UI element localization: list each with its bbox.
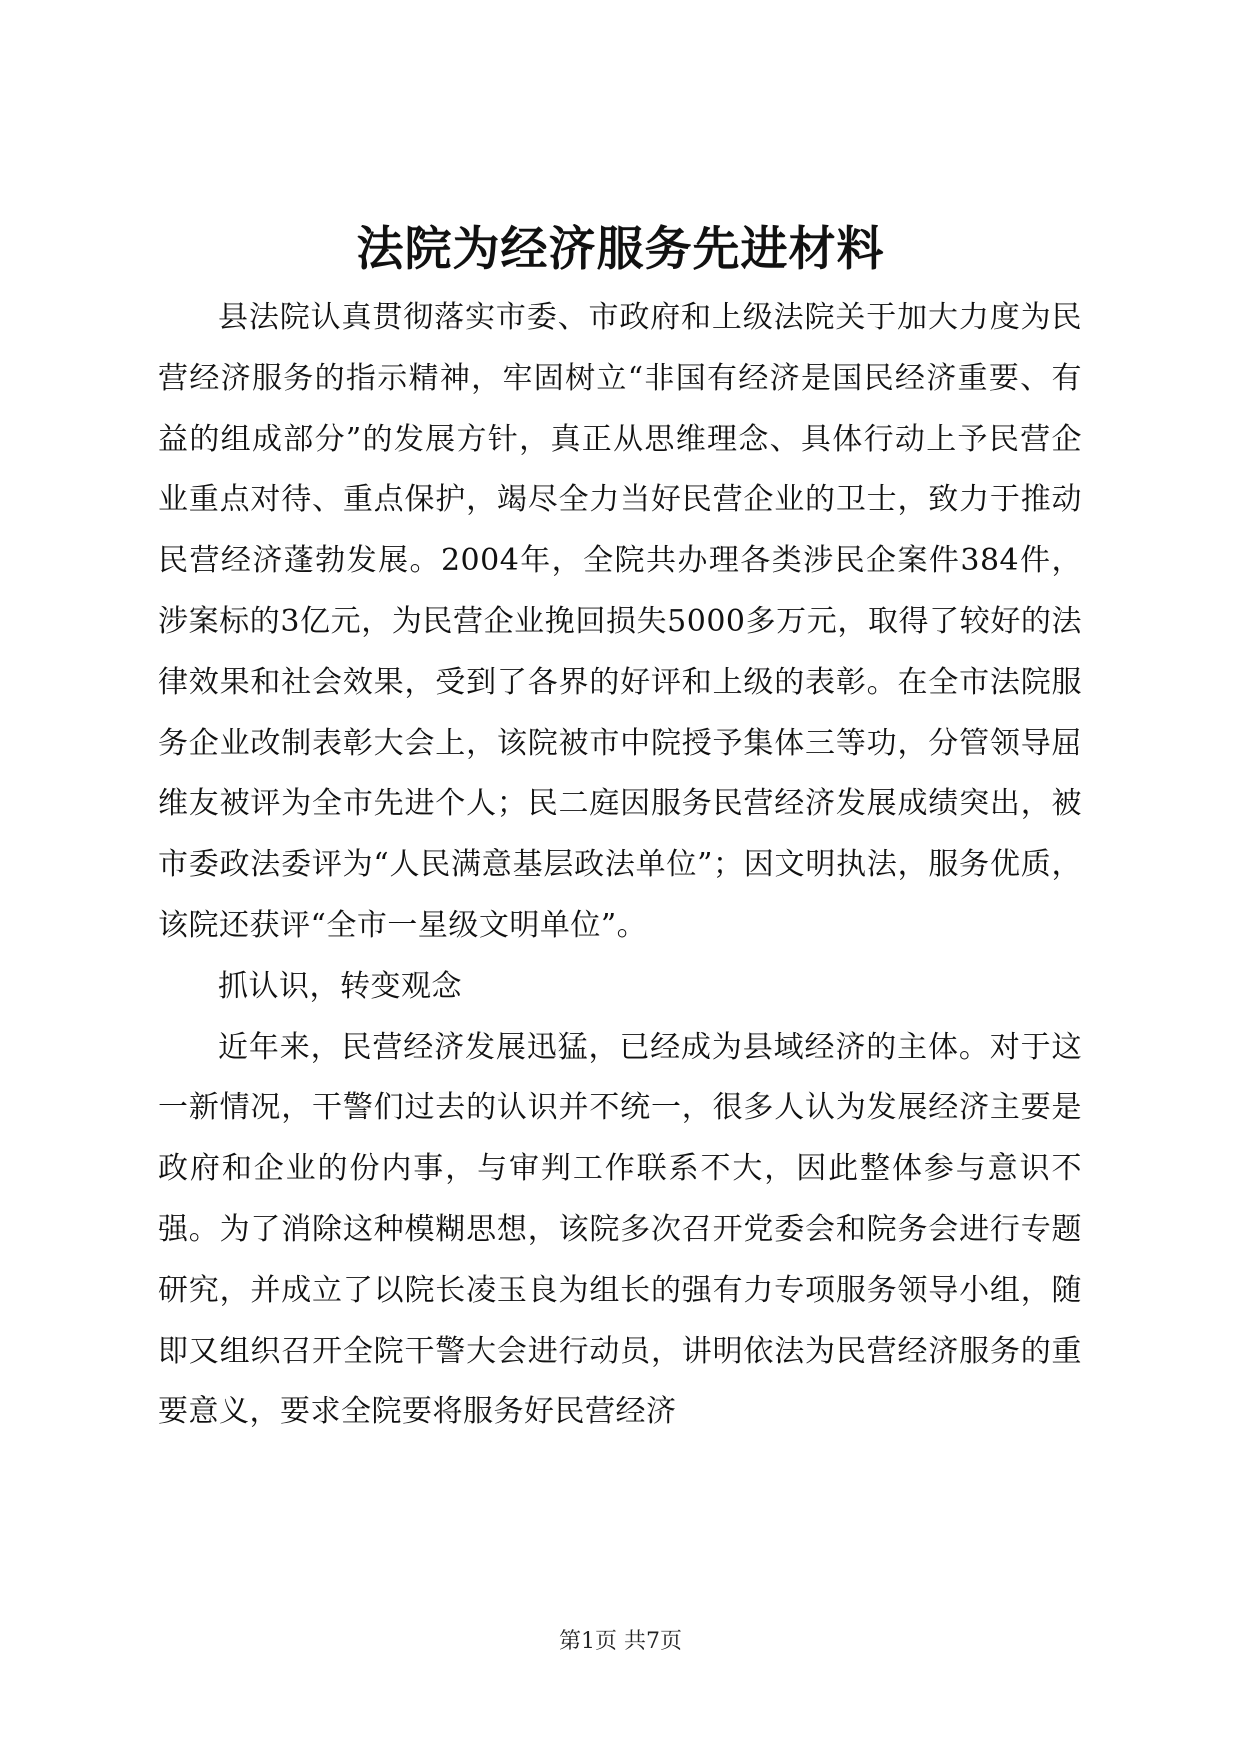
- intro-paragraph: 县法院认真贯彻落实市委、市政府和上级法院关于加大力度为民营经济服务的指示精神，牢固树立“非国有经济是国民经济重要、有益的组成部分”的发展方针，真正从思维理念、具体行动上予民营企业重点对待、重点保护，竭尽全力当好民营企业的卫士，致力于推动民营经济蓬勃发展。2004年，全院共办理各类涉民企案件384件，涉案标的3亿元，为民营企业挽回损失5000多万元，取得了较好的法律效果和社会效果，受到了各界的好评和上级的表彰。在全市法院服务企业改制表彰大会上，该院被市中院授予集体三等功，分管领导屈维友被评为全市先进个人；民二庭因服务民营经济发展成绩突出，被市委政法委评为“人民满意基层政法单位”；因文明执法，服务优质，该院还获评“全市一星级文明单位”。: [158, 300, 1082, 943]
- document-title: 法院为经济服务先进材料: [356, 222, 885, 277]
- section-heading: 抓认识，转变观念: [218, 968, 462, 1004]
- page-footer: 第1页 共7页: [559, 1629, 682, 1654]
- section-paragraph: 近年来，民营经济发展迅猛，已经成为县域经济的主体。对于这一新情况，干警们过去的认识并不统一，很多人认为发展经济主要是政府和企业的份内事，与审判工作联系不大，因此整体参与意识不强。为了消除这种模糊思想，该院多次召开党委会和院务会进行专题研究，并成立了以院长凌玉良为组长的强有力专项服务领导小组，随即又组织召开全院干警大会进行动员，讲明依法为民营经济服务的重要意义，要求全院要将服务好民营经济: [158, 1029, 1082, 1430]
- document-body: [158, 288, 1082, 1443]
